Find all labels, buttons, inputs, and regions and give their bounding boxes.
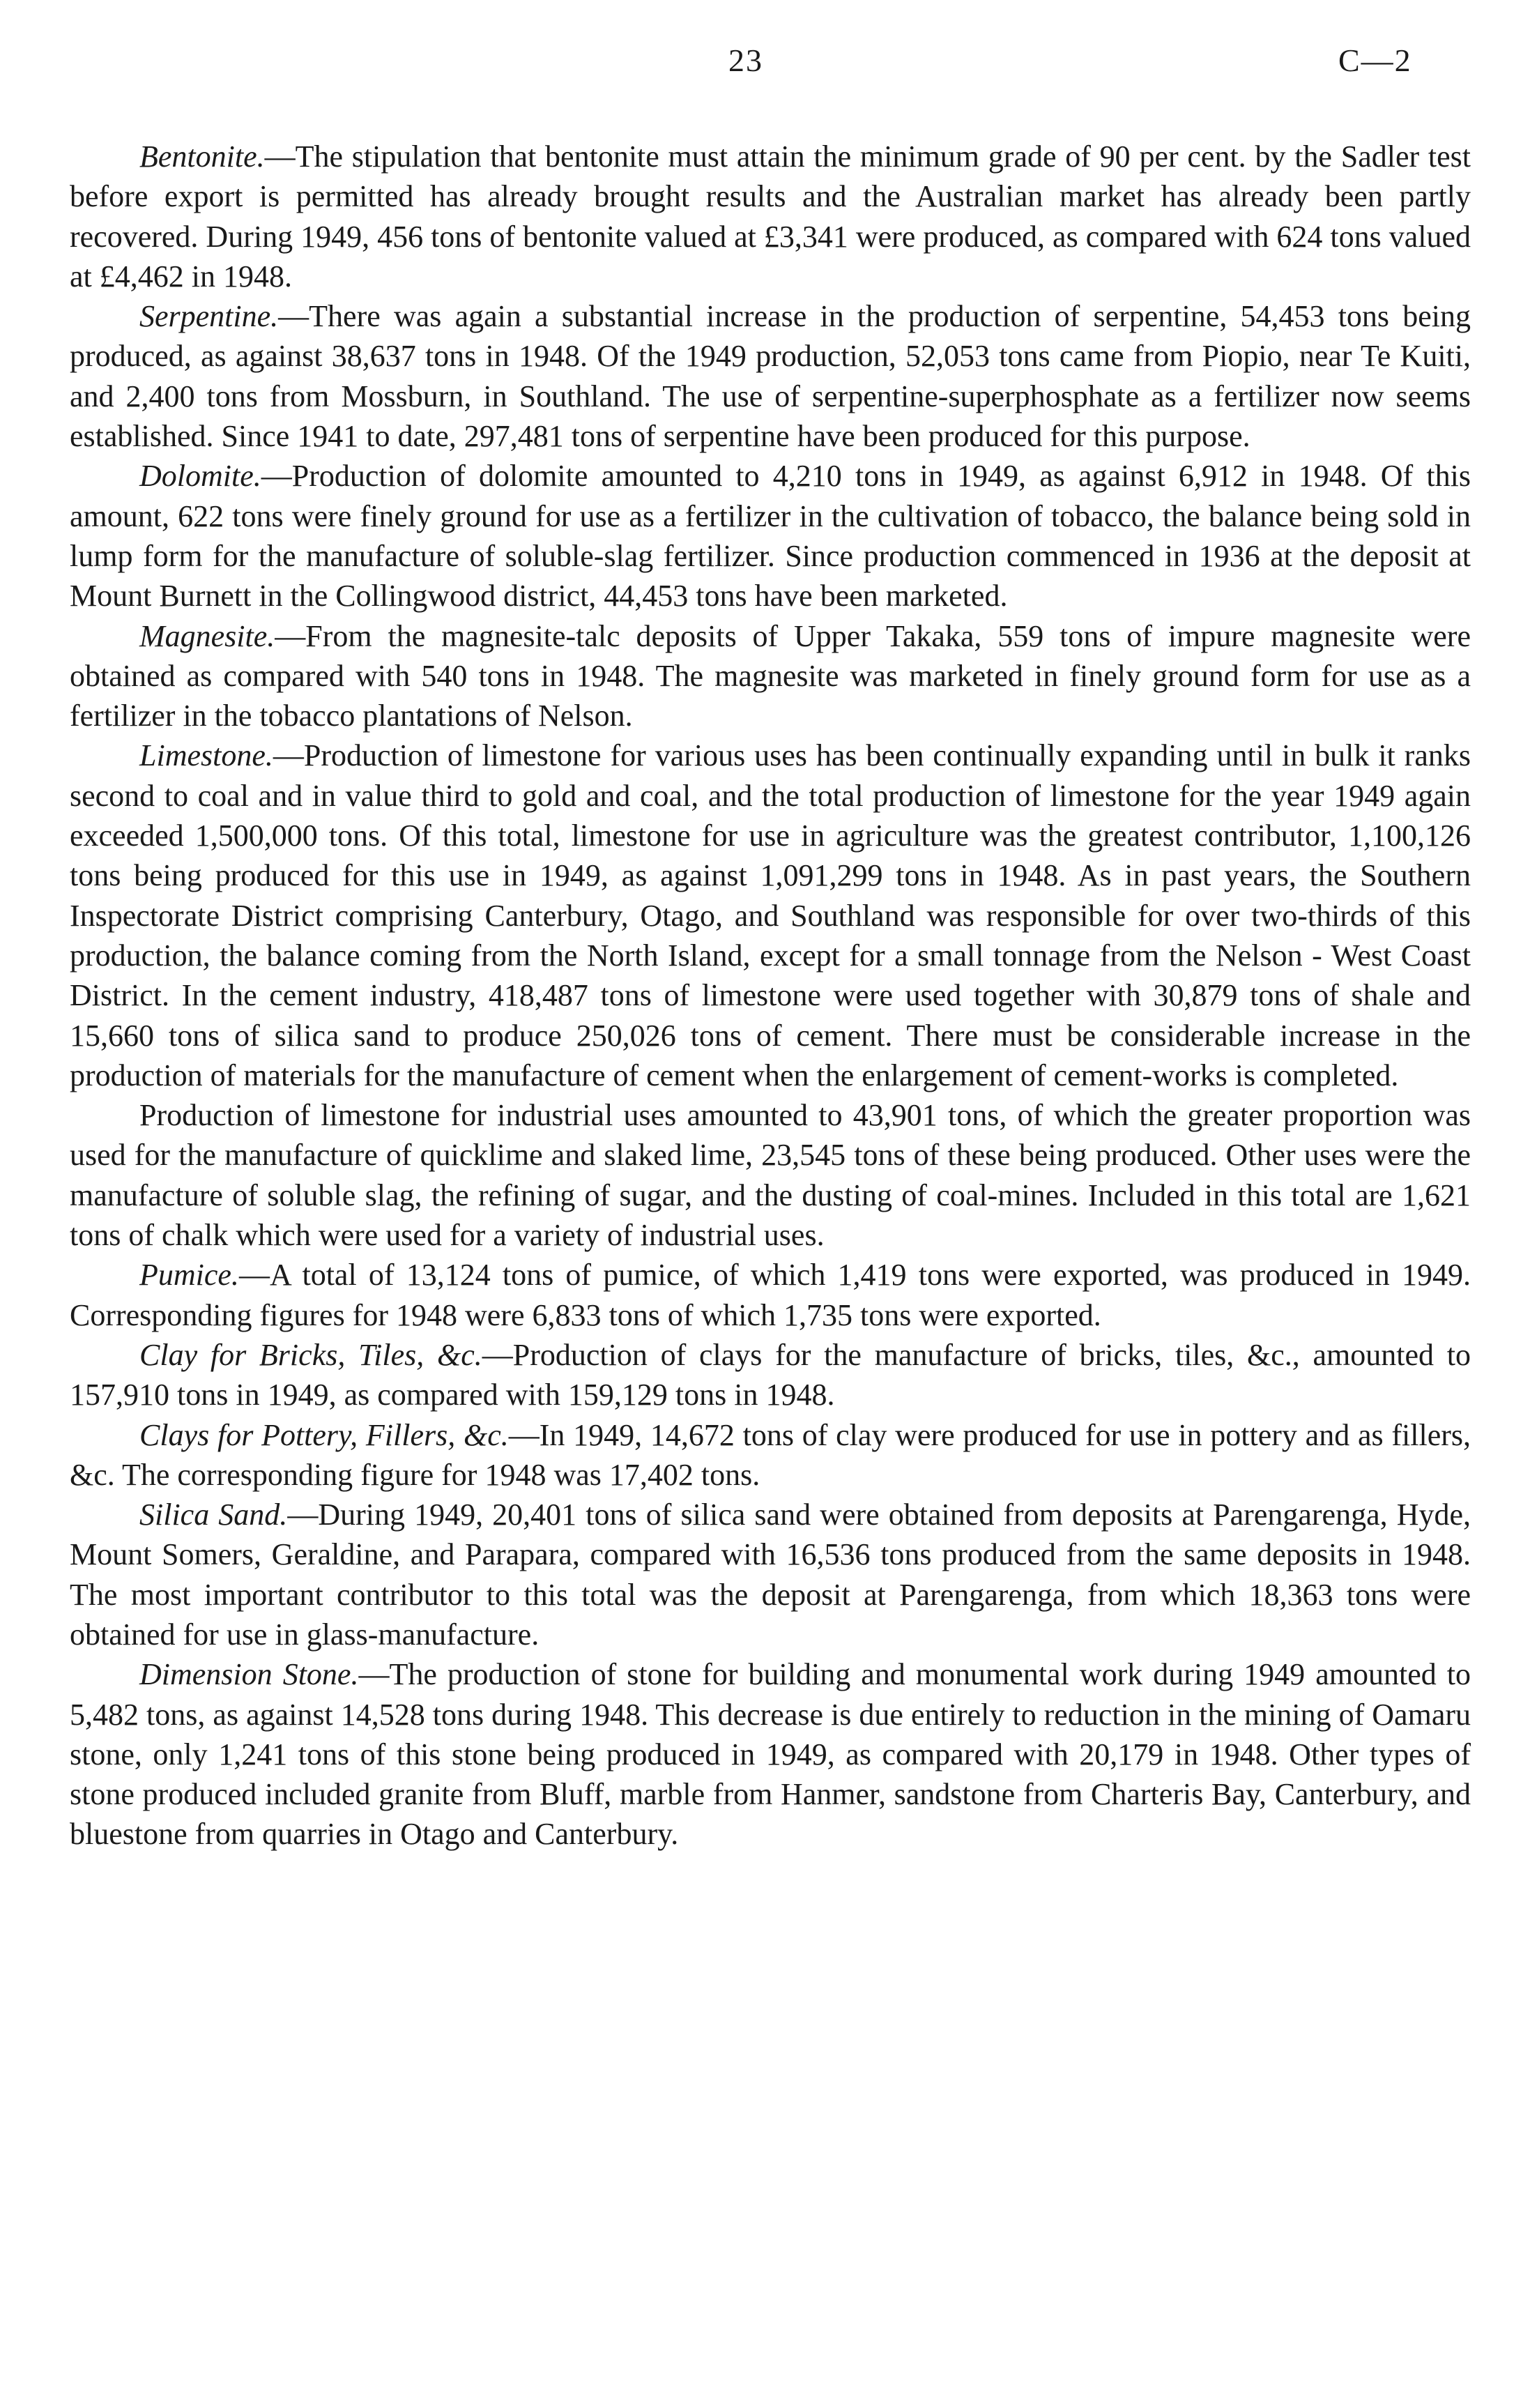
document-reference: C—2 bbox=[1338, 43, 1412, 78]
paragraph-limestone bbox=[70, 736, 1471, 1095]
paragraph-silica-sand bbox=[70, 1495, 1471, 1654]
paragraph-clay-bricks bbox=[70, 1335, 1471, 1415]
paragraph-heading: Silica Sand. bbox=[139, 1498, 288, 1532]
paragraph-dimension-stone bbox=[70, 1654, 1471, 1854]
page-number: 23 bbox=[728, 43, 763, 78]
paragraph-heading: Pumice. bbox=[139, 1258, 239, 1293]
paragraph-text: —In 1949, 14,672 tons of clay were produced for use in pottery and as fillers, &c. The corresponding figure for 1948 was 17,402 tons. bbox=[70, 1417, 1471, 1492]
paragraph-text: Production of limestone for industrial uses amounted to 43,901 tons, of which the greater proportion was used for the manufacture of quicklime and slaked lime, 23,545 tons of these being produced. Other uses were the manufacture of soluble slag, the refining of sugar, and the dusting of coal-mines. Included in this total are 1,621 tons of chalk which were used for a variety of industrial uses. bbox=[70, 1098, 1471, 1253]
paragraph-heading: Dimension Stone. bbox=[139, 1657, 359, 1692]
paragraph-text: —There was again a substantial increase in the production of serpentine, 54,453 tons being produced, as against 38,637 tons in 1948. Of the 1949 production, 52,053 tons came from Piopio, near Te Kuiti, and 2,400 tons from Mossburn, in Southland. The use of serpentine-superphosphate as a fertilizer now seems established. Since 1941 to date, 297,481 tons of serpentine have been produced for this purpose. bbox=[70, 299, 1471, 454]
paragraph-heading: Clays for Pottery, Fillers, &c. bbox=[139, 1417, 509, 1452]
paragraph-text: —The production of stone for building and monumental work during 1949 amounted to 5,482 tons, as against 14,528 tons during 1948. This decrease is due entirely to reduction in the mining of Oamaru stone, only 1,241 tons of this stone being produced in 1949, as compared with 20,179 in 1948. Other types of stone produced included granite from Bluff, marble from Hanmer, sandstone from Charteris Bay, Canterbury, and bluestone from quarries in Otago and Canterbury. bbox=[70, 1657, 1471, 1852]
paragraph-pumice bbox=[70, 1255, 1471, 1335]
paragraph-text: —During 1949, 20,401 tons of silica sand were obtained from deposits at Parengarenga, Hyde, Mount Somers, Geraldine, and Parapara, compared with 16,536 tons produced from the same deposits in 1948. The most important contributor to this total was the deposit at Parengarenga, from which 18,363 tons were obtained for use in glass-manufacture. bbox=[70, 1498, 1471, 1652]
paragraph-text: —The stipulation that bentonite must attain the minimum grade of 90 per cent. by the Sadler test before export is permitted has already brought results and the Australian market has already been partly recovered. During 1949, 456 tons of bentonite valued at £3,341 were produced, as compared with 624 tons valued at £4,462 in 1948. bbox=[70, 139, 1471, 294]
paragraph-text: —Production of limestone for various uses has been continually expanding until in bulk it ranks second to coal and in value third to gold and coal, and the total production of limestone for the year 1949 again exceeded 1,500,000 tons. Of this total, limestone for use in agriculture was the greatest contributor, 1,100,126 tons being produced for this use in 1949, as against 1,091,299 tons in 1948. As in past years, the Southern Inspectorate District comprising Canterbury, Otago, and Southland was responsible for over two-thirds of this production, the balance coming from the North Island, except for a small tonnage from the Nelson - West Coast District. In the cement industry, 418,487 tons of limestone were used together with 30,879 tons of shale and 15,660 tons of silica sand to produce 250,026 tons of cement. There must be considerable increase in the production of materials for the manufacture of cement when the enlargement of cement-works is completed. bbox=[70, 738, 1471, 1092]
paragraph-text: —From the magnesite-talc deposits of Upper Takaka, 559 tons of impure magnesite were obtained as compared with 540 tons in 1948. The magnesite was marketed in finely ground form for use as a fertilizer in the tobacco plantations of Nelson. bbox=[70, 618, 1471, 733]
paragraph-text: —Production of dolomite amounted to 4,210 tons in 1949, as against 6,912 in 1948. Of this amount, 622 tons were finely ground for use as a fertilizer in the cultivation of tobacco, the balance being sold in lump form for the manufacture of soluble-slag fertilizer. Since production commenced in 1936 at the deposit at Mount Burnett in the Collingwood district, 44,453 tons have been marketed. bbox=[70, 459, 1471, 614]
paragraph-industrial-limestone bbox=[70, 1095, 1471, 1255]
paragraph-heading: Limestone. bbox=[139, 738, 273, 773]
paragraph-heading: Bentonite. bbox=[139, 139, 265, 174]
paragraph-bentonite bbox=[70, 137, 1471, 296]
paragraph-magnesite bbox=[70, 616, 1471, 736]
paragraph-serpentine bbox=[70, 296, 1471, 456]
paragraph-heading: Serpentine. bbox=[139, 299, 279, 334]
paragraph-heading: Dolomite. bbox=[139, 459, 261, 494]
paragraph-dolomite bbox=[70, 456, 1471, 616]
paragraph-text: —A total of 13,124 tons of pumice, of which 1,419 tons were exported, was produced in 1949. Corresponding figures for 1948 were 6,833 tons of which 1,735 tons were exported. bbox=[70, 1258, 1471, 1332]
paragraph-heading: Clay for Bricks, Tiles, &c. bbox=[139, 1337, 482, 1372]
paragraph-clay-pottery bbox=[70, 1415, 1471, 1495]
paragraph-text: —Production of clays for the manufacture of bricks, tiles, &c., amounted to 157,910 tons in 1949, as compared with 159,129 tons in 1948. bbox=[70, 1337, 1471, 1412]
paragraph-heading: Magnesite. bbox=[139, 618, 275, 653]
body-text bbox=[70, 137, 1471, 1854]
page-header bbox=[0, 42, 1530, 84]
